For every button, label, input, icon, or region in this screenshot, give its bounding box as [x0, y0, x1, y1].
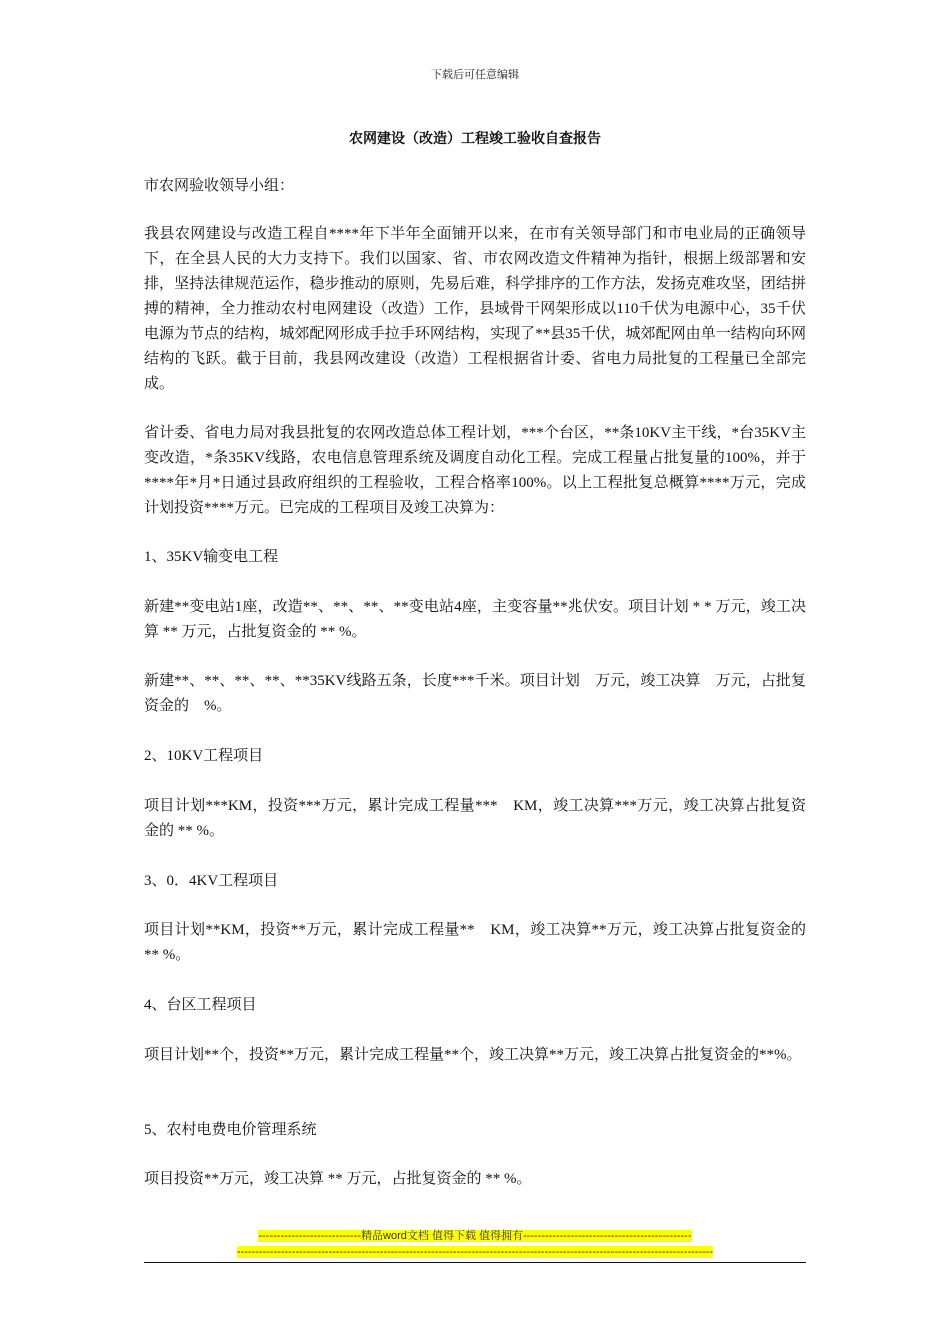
section-heading-10kv: 2、10KV工程项目 — [144, 748, 264, 764]
salutation: 市农网验收领导小组： — [144, 178, 295, 194]
section-heading-billing-system: 5、农村电费电价管理系统 — [144, 1122, 317, 1138]
footer-banner-line2 — [0, 1245, 950, 1260]
paragraph-35kv-lines: 新建**、**、**、**、**35KV线路五条，长度***千米。项目计划 万元，竣工决算 万元，占批复资金的 %。 — [144, 673, 806, 714]
footer-rule — [144, 1262, 806, 1263]
paragraph-10kv: 项目计划***KM，投资***万元，累计完成工程量*** KM，竣工决算***万元，竣工决算占批复资金的 ** %。 — [144, 798, 806, 839]
section-heading-35kv: 1、35KV输变电工程 — [144, 549, 279, 565]
header-note: 下载后可任意编辑 — [431, 69, 519, 81]
paragraph-billing-system: 项目投资**万元，竣工决算 ** 万元，占批复资金的 ** %。 — [144, 1171, 532, 1187]
paragraph-plan: 省计委、省电力局对我县批复的农网改造总体工程计划，***个台区，**条10KV主干线，*台35KV主变改造，*条35KV线路，农电信息管理系统及调度自动化工程。完成工程量占批复量的100%，并于****年*月*日通过县政府组织的工程验收，工程合格率100%。以上工程批复总概算****万元，完成计划投资****万元。已完成的工程项目及竣工决算为： — [144, 425, 806, 516]
document-title: 农网建设（改造）工程竣工验收自查报告 — [349, 132, 601, 147]
paragraph-35kv-substations: 新建**变电站1座，改造**、**、**、**变电站4座，主变容量**兆伏安。项目计划 * * 万元，竣工决算 ** 万元，占批复资金的 ** %。 — [144, 599, 806, 640]
paragraph-04kv: 项目计划**KM，投资**万元，累计完成工程量** KM，竣工决算**万元，竣工决算占批复资金的** %。 — [144, 922, 806, 963]
section-heading-04kv: 3、0．4KV工程项目 — [144, 873, 279, 889]
footer-dash-line: ---------------------------------------------------------------------------------------------------------------------------------- — [236, 1246, 714, 1258]
section-heading-transformer-areas: 4、台区工程项目 — [144, 997, 257, 1013]
footer-banner-text: ----------------------------精品word文档 值得下载 值得拥有---------------------------------------------- — [258, 1230, 692, 1242]
paragraph-intro: 我县农网建设与改造工程自****年下半年全面铺开以来，在市有关领导部门和市电业局的正确领导下，在全县人民的大力支持下。我们以国家、省、市农网改造文件精神为指针，根据上级部署和安排，坚持法律规范运作，稳步推动的原则，先易后难，科学排序的工作方法，发扬克难攻坚，团结拼搏的精神，全力推动农村电网建设（改造）工作，县域骨干网架形成以110千伏为电源中心，35千伏电源为节点的结构，城郊配网形成手拉手环网结构，实现了**县35千伏，城郊配网由单一结构向环网结构的飞跃。截于目前，我县网改建设（改造）工程根据省计委、省电力局批复的工程量已全部完成。 — [144, 226, 806, 392]
footer-banner-line1 — [0, 1229, 950, 1244]
paragraph-transformer-areas: 项目计划**个，投资**万元，累计完成工程量**个，竣工决算**万元，竣工决算占批复资金的**%。 — [144, 1047, 802, 1063]
